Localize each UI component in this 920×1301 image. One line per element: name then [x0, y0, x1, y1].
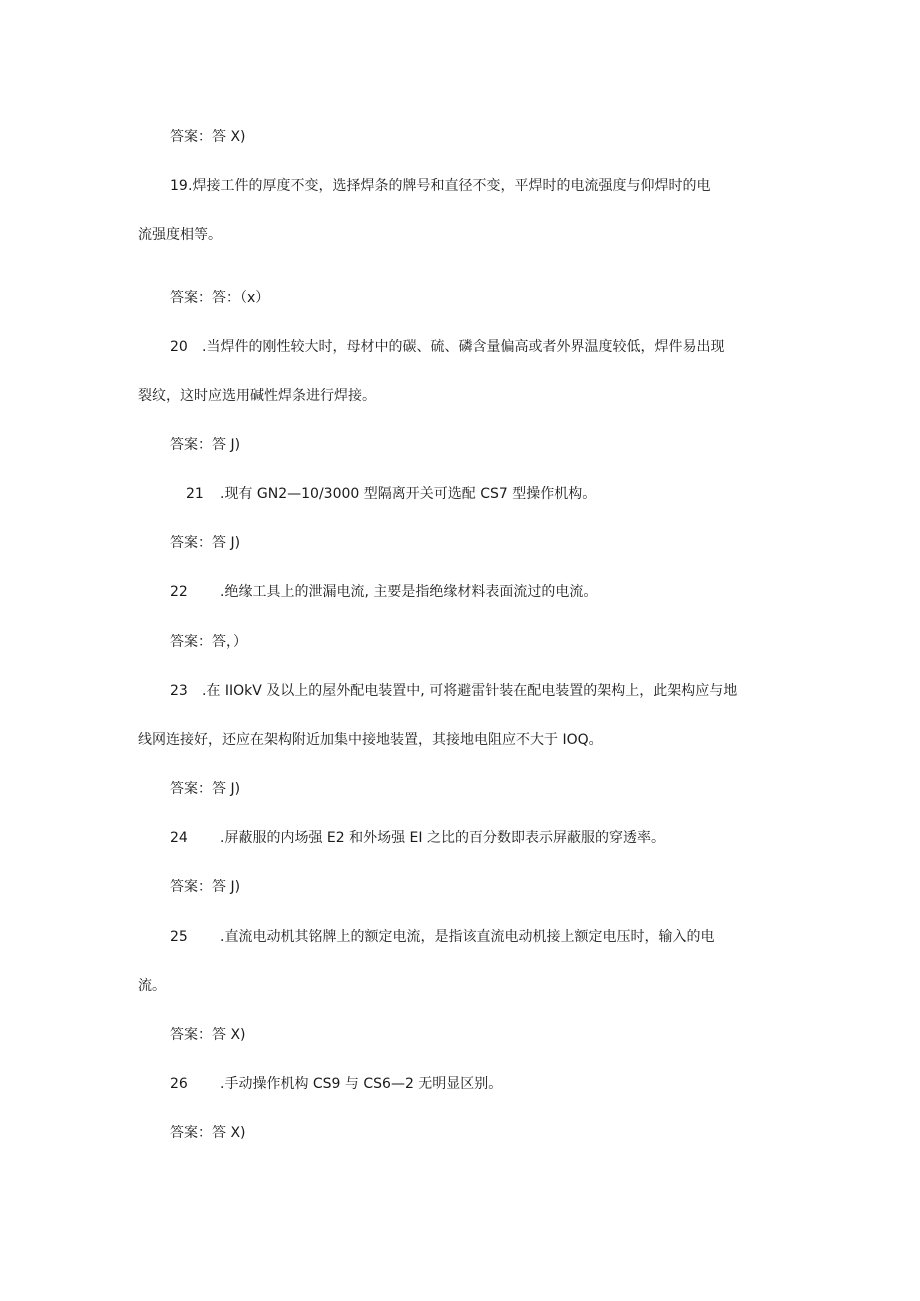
question-25-line2: 流。 [138, 978, 166, 994]
question-number-24: 24 [170, 830, 188, 846]
answer-21: 答案：答 J) [170, 535, 241, 551]
question-19-line1: .焊接工件的厚度不变，选择焊条的牌号和直径不变，平焊时的电流强度与仰焊时的电 [188, 178, 711, 194]
answer-22: 答案：答，） [170, 634, 247, 650]
answer-18: 答案：答 X) [170, 129, 246, 145]
question-number-19: 19 [170, 178, 188, 194]
question-24-line1: .屏蔽服的内场强 E2 和外场强 EI 之比的百分数即表示屏蔽服的穿透率。 [220, 830, 665, 846]
question-23-line1: .在 IIOkV 及以上的屋外配电装置中, 可将避雷针装在配电装置的架构上，此架构应与地 [202, 683, 738, 699]
question-20-line2: 裂纹，这时应选用碱性焊条进行焊接。 [138, 388, 376, 404]
answer-23: 答案：答 J) [170, 781, 241, 797]
question-22-line1: .绝缘工具上的泄漏电流, 主要是指绝缘材料表面流过的电流。 [220, 584, 598, 600]
question-number-23: 23 [170, 683, 188, 699]
answer-25: 答案：答 X) [170, 1027, 246, 1043]
question-26-line1: .手动操作机构 CS9 与 CS6—2 无明显区别。 [220, 1076, 503, 1092]
answer-20: 答案：答 J) [170, 437, 241, 453]
question-number-25: 25 [170, 929, 188, 945]
answer-26: 答案：答 X) [170, 1125, 246, 1141]
answer-24: 答案：答 J) [170, 879, 241, 895]
question-21-line1: .现有 GN2—10/3000 型隔离开关可选配 CS7 型操作机构。 [220, 486, 597, 502]
question-number-20: 20 [170, 339, 188, 355]
question-25-line1: .直流电动机其铭牌上的额定电流，是指该直流电动机接上额定电压时，输入的电 [220, 929, 715, 945]
answer-19: 答案：答：（x） [170, 290, 270, 306]
question-23-line2: 线网连接好，还应在架构附近加集中接地装置，其接地电阻应不大于 IOQ。 [138, 732, 603, 748]
question-20-line1: .当焊件的刚性较大时，母材中的碳、硫、磷含量偏高或者外界温度较低，焊件易出现 [202, 339, 725, 355]
question-19-line2: 流强度相等。 [138, 227, 222, 243]
question-number-22: 22 [170, 584, 188, 600]
question-number-26: 26 [170, 1076, 188, 1092]
question-number-21: 21 [186, 486, 204, 502]
